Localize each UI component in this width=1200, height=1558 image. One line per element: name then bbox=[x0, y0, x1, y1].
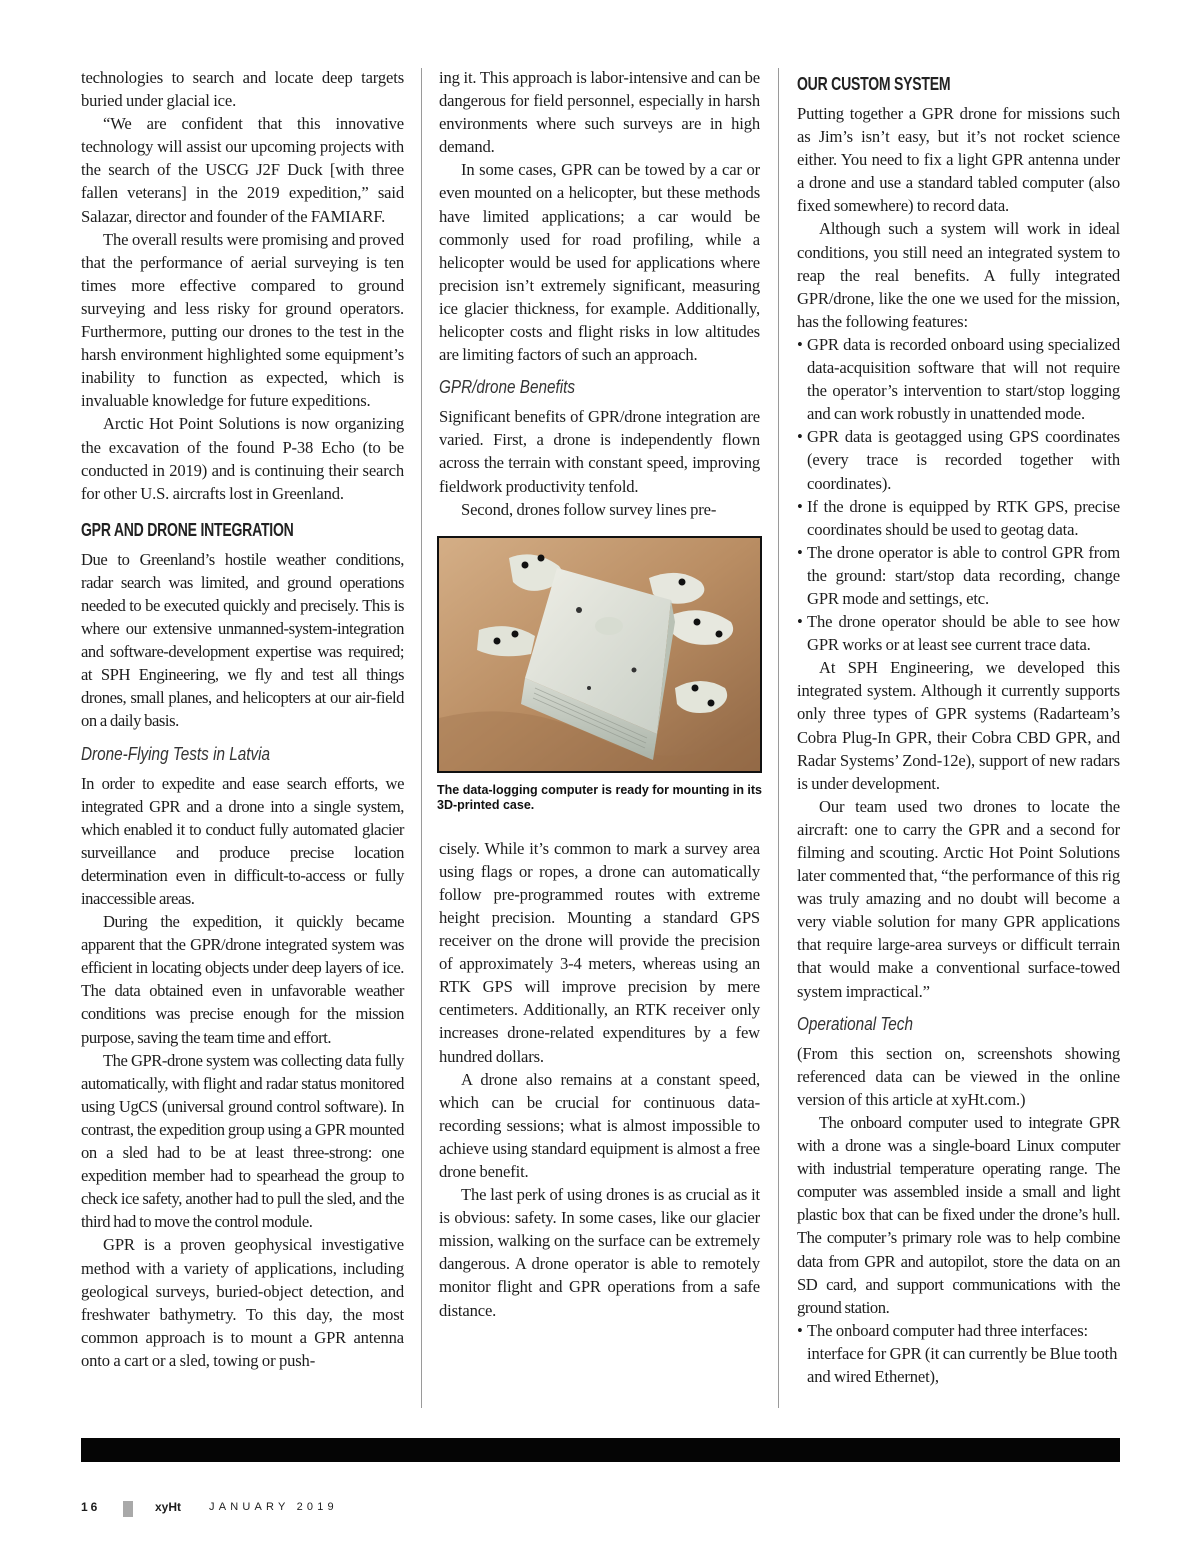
list-item: • If the drone is equipped by RTK GPS, precise coordinates should be used to geotag data. bbox=[797, 496, 1120, 539]
column-divider bbox=[778, 68, 779, 1408]
paragraph: cisely. While it’s common to mark a survey area using flags or ropes, a drone can automatically follow pre-programmed routes with extreme height precision. Mounting a standard GPS receiver on the drone will provide the precision of approximately 3-4 meters, whereas using an RTK GPS will improve precision by mere centimeters. Additionally, an RTK receiver only increases drone-related expenditures by a few hundred dollars. bbox=[439, 838, 760, 1066]
paragraph: technologies to search and locate deep targets buried under glacial ice. bbox=[81, 68, 404, 111]
paragraph: ing it. This approach is labor-intensive and can be dangerous for field personnel, especially in harsh environments where such surveys are in high demand. bbox=[439, 68, 760, 157]
figure bbox=[437, 536, 762, 813]
figure-caption: The data-logging computer is ready for mounting in its 3D-printed case. bbox=[437, 782, 763, 812]
section-heading: OUR CUSTOM SYSTEM bbox=[797, 74, 951, 94]
article-column-3 bbox=[797, 66, 1120, 1388]
issue-date: JANUARY 2019 bbox=[209, 1501, 338, 1513]
interface-list bbox=[797, 1319, 1120, 1388]
subsection-heading: Operational Tech bbox=[797, 1013, 913, 1034]
list-item: • GPR data is recorded onboard using specialized data-acquisition software that will not require the operator’s intervention to start/stop logging and can work robustly in unattended mode. bbox=[797, 334, 1120, 424]
paragraph: Significant benefits of GPR/drone integration are varied. First, a drone is independently flown across the terrain with constant speed, improving fieldwork productivity tenfold. bbox=[439, 407, 760, 496]
paragraph: The last perk of using drones is as crucial as it is obvious: safety. In some cases, like our glacier mission, walking on the surface can be extremely dangerous. A drone operator is able to remotely monitor flight and GPR operations from a safe distance. bbox=[439, 1185, 760, 1320]
bullet: • bbox=[797, 427, 803, 447]
article-column-2 bbox=[437, 66, 763, 1322]
magazine-name: xyHt bbox=[155, 1500, 182, 1514]
feature-list bbox=[797, 333, 1120, 656]
paragraph: A drone also remains at a constant speed, which can be crucial for continuous data-recording sessions; what is almost impossible to achieve using standard equipment is almost a free drone benefit. bbox=[439, 1069, 760, 1181]
footer-black-bar bbox=[81, 1438, 1120, 1462]
page-number: 16 bbox=[81, 1500, 101, 1514]
paragraph: Arctic Hot Point Solutions is now organizing the excavation of the found P-38 Echo (to be conducted in 2019) and is continuing their search for other U.S. aircrafts lost in Greenland. bbox=[81, 414, 404, 503]
bullet: • bbox=[797, 612, 803, 632]
paragraph: During the expedition, it quickly became apparent that the GPR/drone integrated system was efficient in locating objects under deep layers of ice. The data obtained even in unfavorable weather conditions was precise enough for the mission purpose, saving the team time and effort. bbox=[81, 912, 404, 1047]
column-divider bbox=[421, 68, 422, 1408]
bullet: • bbox=[797, 1320, 803, 1340]
list-item: • GPR data is geotagged using GPS coordinates (every trace is recorded together with coordinates). bbox=[797, 427, 1120, 493]
paragraph: The GPR-drone system was collecting data fully automatically, with flight and radar status monitored using UgCS (universal ground control software). In contrast, the expedition group using a GPR mounted on a sled had to be at least three-strong: one expedition member had to spearhead the group to check ice safety, another had to pull the sled, and the third had to move the control module. bbox=[81, 1050, 404, 1232]
paragraph: GPR is a proven geophysical investigative method with a variety of applications, including geological surveys, buried-object detection, and freshwater bathymetry. To this day, the most common approach is to mount a GPR antenna onto a cart or a sled, towing or push- bbox=[81, 1235, 404, 1370]
paragraph: The overall results were promising and proved that the performance of aerial surveying is ten times more effective compared to ground surveying and less risky for ground operators. Furthermore, putting our drones to the test in the harsh environment highlighted some equipment’s inability to function as expected, which is invaluable knowledge for future expeditions. bbox=[81, 229, 404, 411]
paragraph: Due to Greenland’s hostile weather conditions, radar search was limited, and ground operations needed to be executed quickly and precisely. This is where our extensive unmanned-system-integration and software-development expertise was required; at SPH Engineering, we fly and test all things drones, small planes, and helicopters at our air-field on a daily basis. bbox=[81, 549, 404, 731]
bullet: • bbox=[797, 542, 803, 562]
list-item: • The drone operator should be able to see how GPR works or at least see current trace data. bbox=[797, 612, 1120, 655]
bullet: • bbox=[797, 334, 803, 354]
footer-divider bbox=[123, 1501, 133, 1517]
data-logger-image bbox=[439, 538, 760, 771]
subsection-heading: Drone-Flying Tests in Latvia bbox=[81, 743, 271, 764]
paragraph: “We are confident that this innovative technology will assist our upcoming projects with the search of the USCG J2F Duck [with three fallen veterans] in the 2019 expedition,” said Salazar, director and founder of the FAMIARF. bbox=[81, 114, 404, 226]
paragraph: Putting together a GPR drone for missions such as Jim’s isn’t easy, but it’s not rocket science either. You need to fix a light GPR antenna under a drone and use a standard tabled computer (also fixed somewhere) to record data. bbox=[797, 104, 1120, 216]
paragraph: Our team used two drones to locate the aircraft: one to carry the GPR and a second for filming and scouting. Arctic Hot Point Solutions later commented that, “the performance of this rig was truly amazing and no doubt will become a very viable solution for many GPR applications that require large-area surveys or difficult terrain that would make a conventional surface-towed system impractical.” bbox=[797, 796, 1120, 1001]
paragraph: The onboard computer used to integrate GPR with a drone was a single-board Linux computer with industrial temperature operating range. The computer was assembled inside a small and light plastic box that can be fixed under the drone’s hull. The computer’s primary role was to help combine data from GPR and autopilot, store the data on an SD card, and support communications with the ground station. bbox=[797, 1112, 1120, 1317]
paragraph: In order to expedite and ease search efforts, we integrated GPR and a drone into a single system, which enabled it to conduct fully automated glacier surveillance and produce precise location determination even in difficult-to-access or fully inaccessible areas. bbox=[81, 773, 404, 908]
article-column-1 bbox=[81, 66, 404, 1372]
paragraph: At SPH Engineering, we developed this integrated system. Although it currently supports only three types of GPR systems (Radarteam’s Cobra Plug-In GPR, their Cobra CBD GPR, and Radar Systems’ Zond-12e), support of new radars is under development. bbox=[797, 658, 1120, 793]
data-logger-photo bbox=[437, 536, 762, 773]
subsection-heading: GPR/drone Benefits bbox=[439, 377, 576, 398]
list-item: • The drone operator is able to control GPR from the ground: start/stop data recording, change GPR mode and settings, etc. bbox=[797, 542, 1120, 608]
paragraph: Although such a system will work in ideal conditions, you still need an integrated system to reap the real benefits. A fully integrated GPR/drone, like the one we used for the mission, has the following features: bbox=[797, 219, 1120, 331]
paragraph: Second, drones follow survey lines pre- bbox=[461, 499, 717, 519]
bullet: • bbox=[797, 496, 803, 516]
list-item: • The onboard computer had three interfaces: interface for GPR (it can currently be Blue tooth and wired Ethernet), bbox=[797, 1320, 1118, 1386]
paragraph: (From this section on, screenshots showing referenced data can be viewed in the online version of this article at xyHt.com.) bbox=[797, 1043, 1120, 1109]
section-heading: GPR AND DRONE INTEGRATION bbox=[81, 519, 294, 540]
paragraph: In some cases, GPR can be towed by a car or even mounted on a helicopter, but these methods have limited applications; a car would be commonly used for road profiling, while a helicopter would be used for applications where precision isn’t extremely significant, measuring ice glacier thickness, for example. Additionally, helicopter costs and flight risks in low altitudes are limiting factors of such an approach. bbox=[439, 160, 760, 365]
